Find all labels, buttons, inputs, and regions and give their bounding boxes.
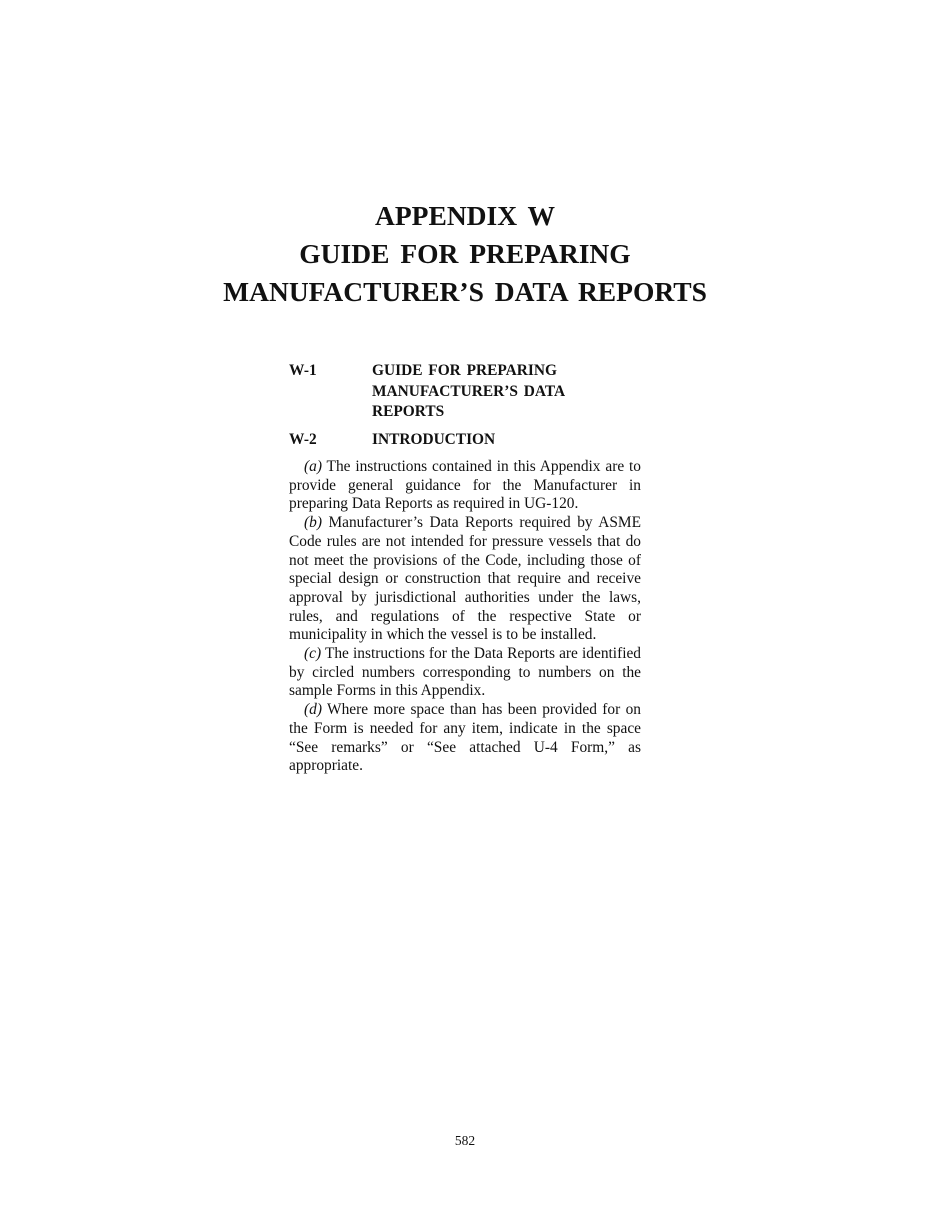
paragraph-a bbox=[289, 458, 641, 514]
section-heading-w1 bbox=[289, 361, 641, 423]
paragraph-b bbox=[289, 514, 641, 645]
paragraph-text: The instructions contained in this Appendix are to provide general guidance for the Manufacturer in preparing Data Reports as required in UG-120. bbox=[289, 458, 641, 513]
section-title: INTRODUCTION bbox=[372, 430, 496, 448]
section-number: W-2 bbox=[289, 430, 317, 448]
paragraph-label: (d) bbox=[304, 701, 322, 719]
paragraph-d bbox=[289, 701, 641, 776]
section-heading-w2 bbox=[289, 430, 641, 451]
paragraph-label: (b) bbox=[304, 514, 322, 532]
section-title: GUIDE FOR PREPARING MANUFACTURER’S DATA REPORTS bbox=[372, 362, 565, 420]
appendix-title-line-2: GUIDE FOR PREPARING bbox=[299, 238, 631, 269]
paragraph-text: Manufacturer’s Data Reports required by ASME Code rules are not intended for pressure vessels that do not meet the provisions of the Code, including those of special design or construction that require and receive approval by jurisdictional authorities under the laws, rules, and regulations of the respective State or municipality in which the vessel is to be installed. bbox=[289, 514, 641, 644]
appendix-title-line-3: MANUFACTURER’S DATA REPORTS bbox=[223, 276, 707, 307]
paragraph-label: (a) bbox=[304, 458, 322, 475]
paragraph-text: The instructions for the Data Reports are identified by circled numbers corresponding to numbers on the sample Forms in this Appendix. bbox=[289, 645, 641, 700]
section-number: W-1 bbox=[289, 362, 317, 379]
paragraph-c bbox=[289, 645, 641, 701]
body-column bbox=[289, 361, 641, 776]
paragraph-label: (c) bbox=[304, 645, 322, 663]
appendix-title bbox=[0, 197, 930, 311]
paragraph-text: Where more space than has been provided for on the Form is needed for any item, indicate in the space “See remarks” or “See attached U-4 Form,” as appropriate. bbox=[289, 701, 641, 775]
appendix-title-line-1: APPENDIX W bbox=[375, 200, 555, 231]
page-number: 582 bbox=[454, 1133, 476, 1148]
